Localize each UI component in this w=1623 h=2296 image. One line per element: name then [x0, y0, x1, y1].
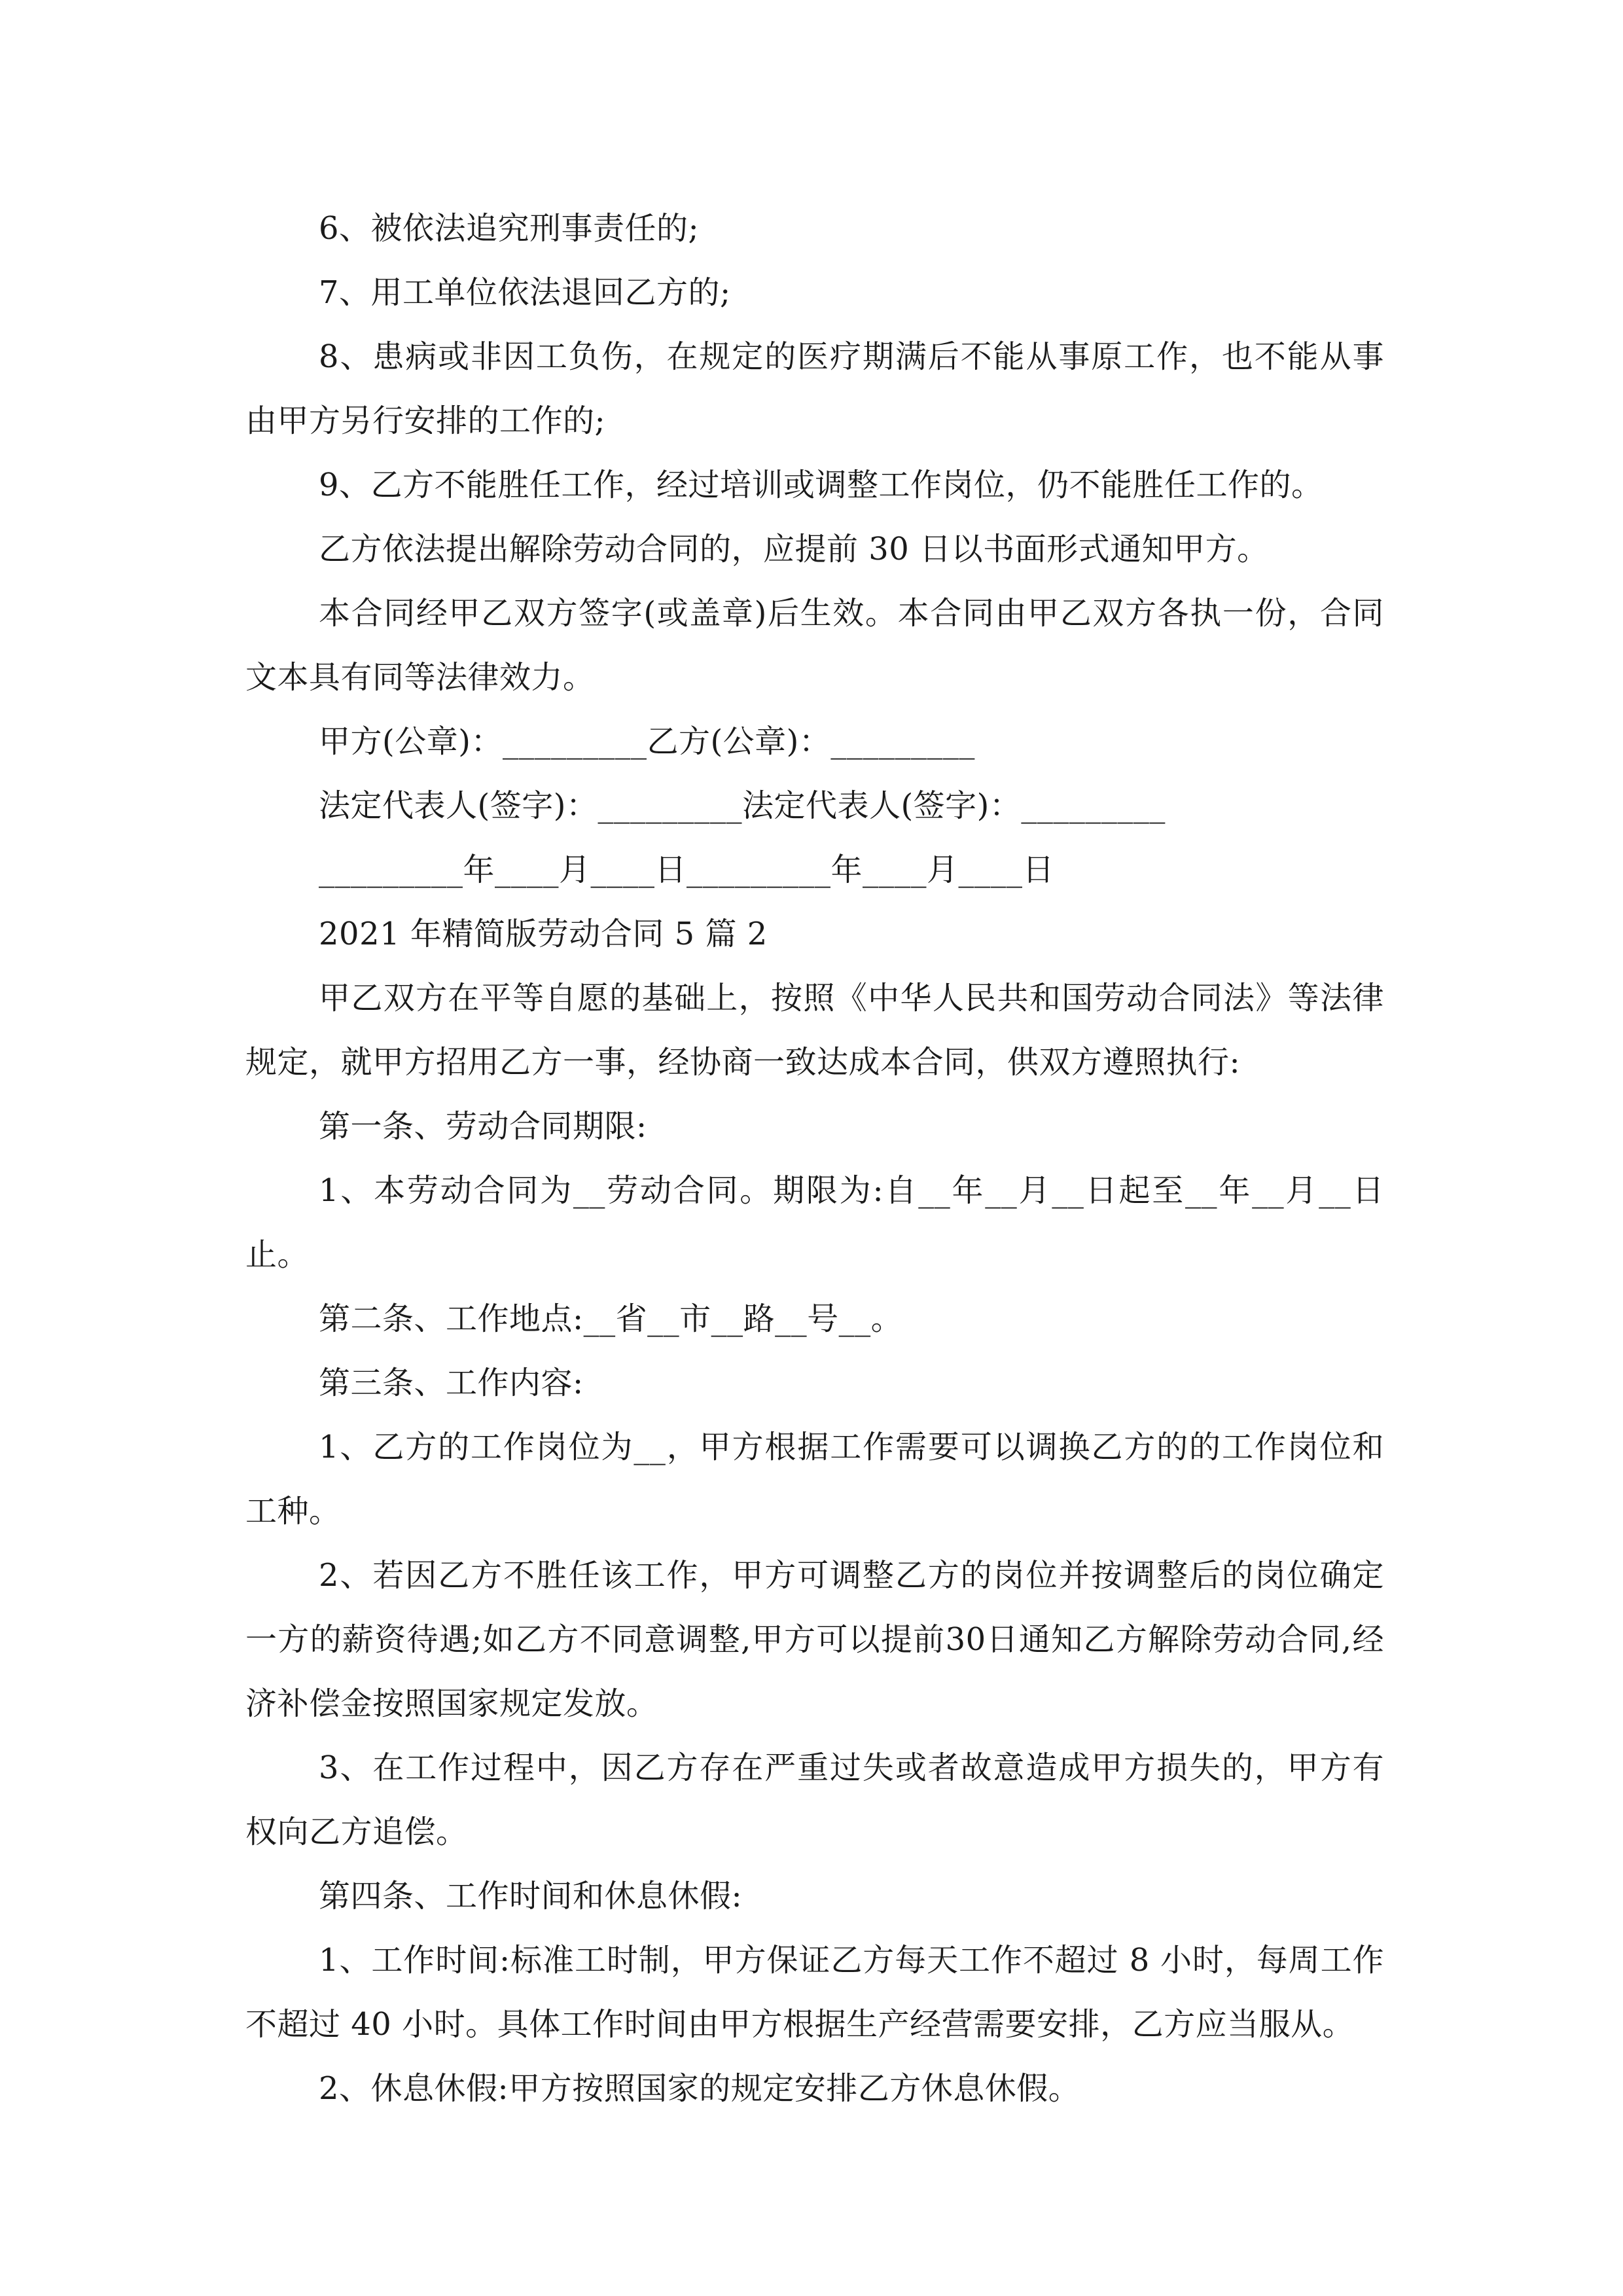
article-3-item-3: 3、在工作过程中，因乙方存在严重过失或者故意造成甲方损失的，甲方有权向乙方追偿。	[245, 1749, 1384, 1850]
preamble: 甲乙双方在平等自愿的基础上，按照《中华人民共和国劳动合同法》等法律规定，就甲方招用乙方一事，经协商一致达成本合同，供双方遵照执行:	[245, 980, 1384, 1081]
termination-notice: 乙方依法提出解除劳动合同的，应提前 30 日以书面形式通知甲方。	[319, 531, 1269, 567]
article-4-heading: 第四条、工作时间和休息休假:	[319, 1878, 743, 1914]
article-3-item-2: 2、若因乙方不胜任该工作，甲方可调整乙方的岗位并按调整后的岗位确定一方的薪资待遇;如乙方不同意调整,甲方可以提前30日通知乙方解除劳动合同,经济补偿金按照国家规定发放。	[245, 1557, 1384, 1722]
date-line: _________年____月____日_________年____月____日	[319, 852, 1055, 888]
effectiveness-clause: 本合同经甲乙双方签字(或盖章)后生效。本合同由甲乙双方各执一份，合同文本具有同等法律效力。	[245, 595, 1384, 696]
article-3-item-1: 1、乙方的工作岗位为__，甲方根据工作需要可以调换乙方的的工作岗位和工种。	[245, 1429, 1384, 1530]
article-2-heading: 第二条、工作地点:__省__市__路__号__。	[319, 1300, 903, 1337]
clause-6: 6、被依法追究刑事责任的;	[319, 210, 700, 247]
signature-line: 法定代表人(签字)：_________法定代表人(签字)：_________	[319, 787, 1166, 824]
clause-9: 9、乙方不能胜任工作，经过培训或调整工作岗位，仍不能胜任工作的。	[319, 467, 1323, 503]
section-title: 2021 年精简版劳动合同 5 篇 2	[319, 916, 768, 952]
article-1-item-1: 1、本劳动合同为__劳动合同。期限为:自__年__月__日起至__年__月__日止。	[245, 1172, 1384, 1273]
seal-line: 甲方(公章)：_________乙方(公章)：_________	[319, 723, 975, 760]
clause-8: 8、患病或非因工负伤，在规定的医疗期满后不能从事原工作，也不能从事由甲方另行安排的工作的;	[245, 338, 1384, 439]
article-3-heading: 第三条、工作内容:	[319, 1365, 584, 1401]
article-1-heading: 第一条、劳动合同期限:	[319, 1108, 647, 1145]
clause-7: 7、用工单位依法退回乙方的;	[319, 274, 731, 311]
article-4-item-2: 2、休息休假:甲方按照国家的规定安排乙方休息休假。	[319, 2070, 1080, 2107]
article-4-item-1: 1、工作时间:标准工时制，甲方保证乙方每天工作不超过 8 小时，每周工作不超过 40 小时。具体工作时间由甲方根据生产经营需要安排，乙方应当服从。	[245, 1942, 1384, 2043]
document-body	[245, 196, 1384, 2121]
